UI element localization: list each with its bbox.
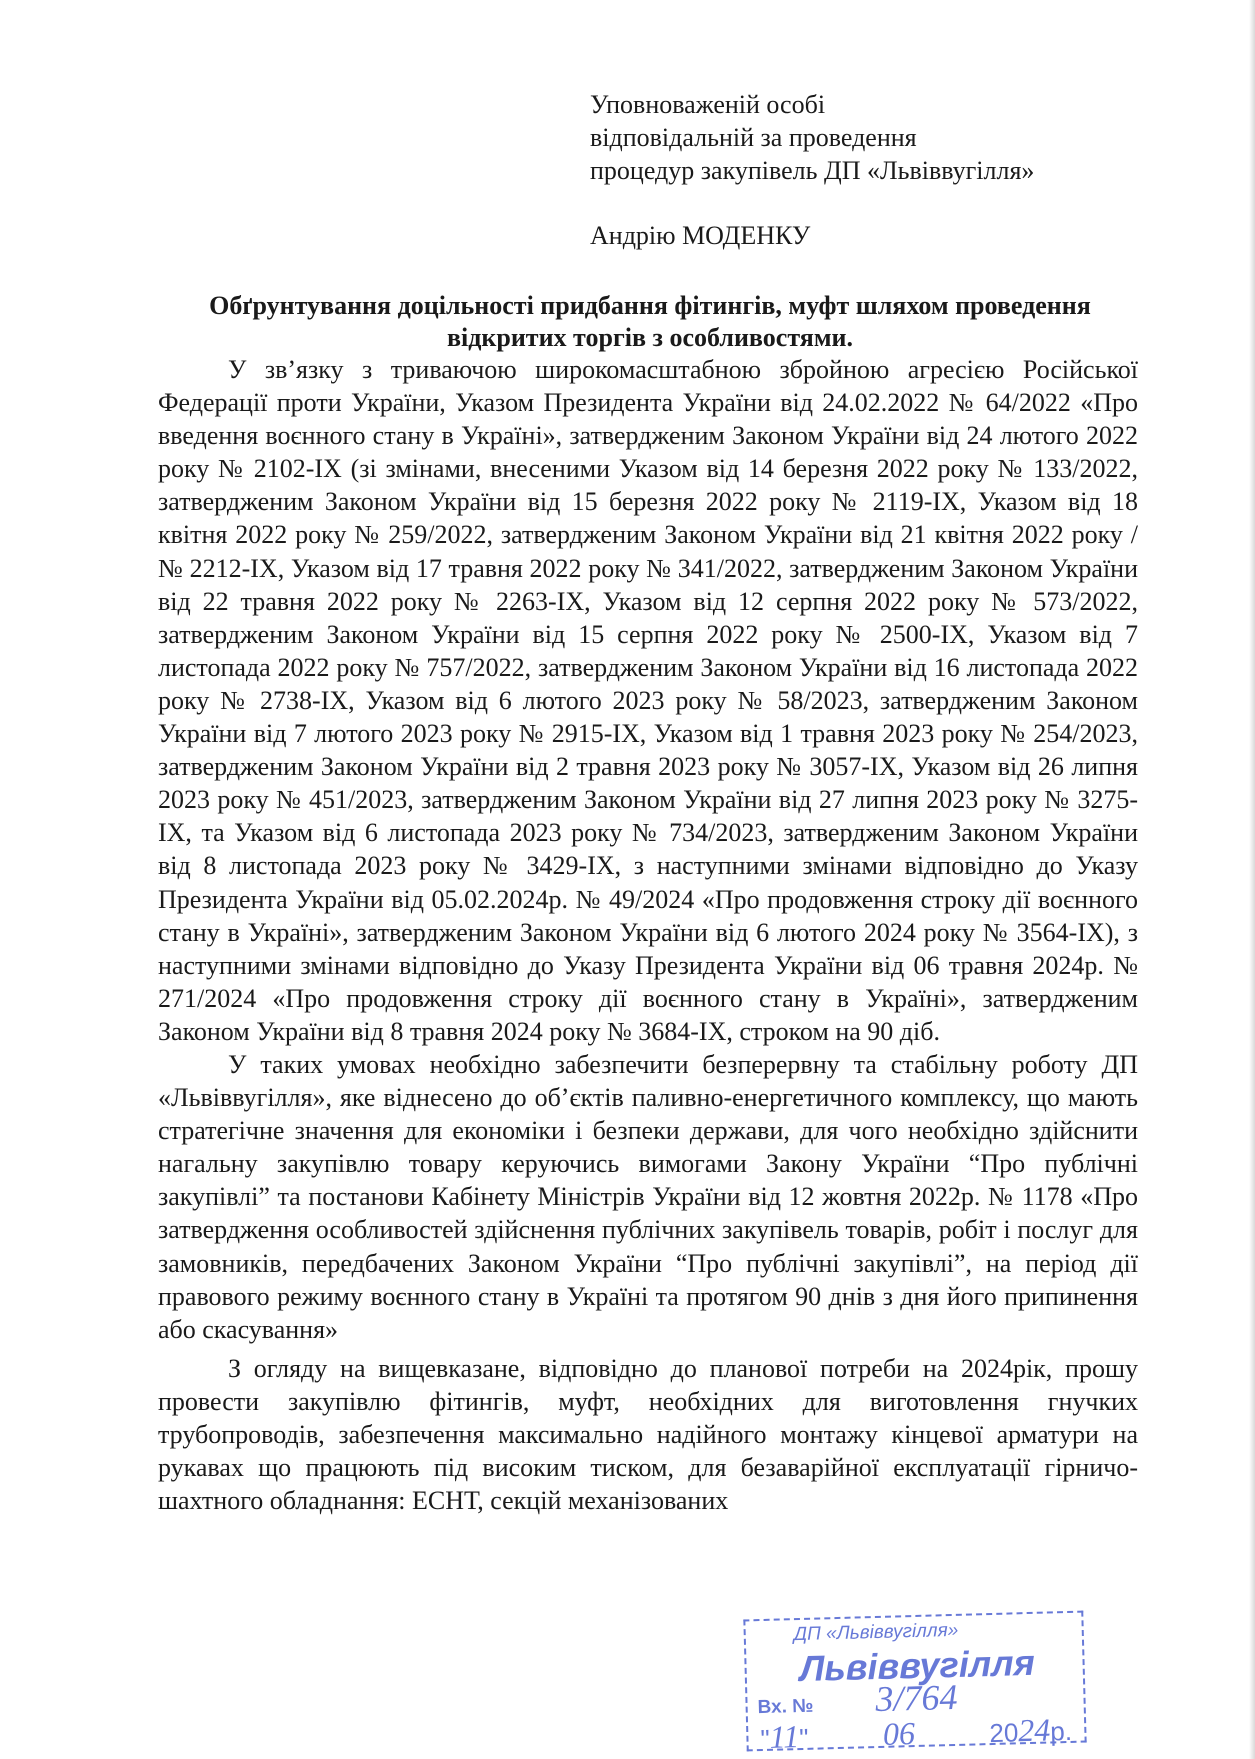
stamp-org-line: ДП «Львіввугілля» [793, 1619, 959, 1646]
body-paragraph: У зв’язку з триваючою широкомасштабною збройною агресією Російської Федерації проти України, Указом Президента України від 24.02.2022 № 64/2022 «Про введення воєнного стану в Україні», затвердженим Законом України від 24 лютого 2022 року № 2102-IX (зі змінами, внесеними Указом від 14 березня 2022 року № 133/2022, затвердженим Законом України від 15 березня 2022 року № 2119-IX, Указом від 18 квітня 2022 року № 259/2022, затвердженим Законом України від 21 квітня 2022 року /№ 2212-IX, Указом від 17 травня 2022 року № 341/2022, затвердженим Законом України від 22 травня 2022 року № 2263-IX, Указом від 12 серпня 2022 року № 573/2022, затвердженим Законом України від 15 серпня 2022 року № 2500-IX, Указом від 7 листопада 2022 року № 757/2022, затвердженим Законом України від 16 листопада 2022 року № 2738-IX, Указом від 6 лютого 2023 року № 58/2023, затвердженим Законом України від 7 лютого 2023 року № 2915-IX, Указом від 1 травня 2023 року № 254/2023, затвердженим Законом України від 2 травня 2023 року № 3057-IX, Указом від 26 липня 2023 року № 451/2023, затвердженим Законом України від 27 липня 2023 року № 3275-IX, та Указом від 6 листопада 2023 року № 734/2023, затвердженим Законом України від 8 листопада 2023 року № 3429-IX, з наступними змінами відповідно до Указу Президента України від 05.02.2024р. № 49/2024 «Про продовження строку дії воєнного стану в Україні», затвердженим Законом України від 6 лютого 2024 року № 3564-IX), з наступними змінами відповідно до Указу Президента України від 06 травня 2024р. № 271/2024 «Про продовження строку дії воєнного стану в Україні», затвердженим Законом України від 8 травня 2024 року № 3684-IX, строком на 90 діб. [158, 355, 1138, 1046]
body-paragraph: У таких умовах необхідно забезпечити безперервну та стабільну роботу ДП «Львіввугілля», яке віднесено до об’єктів паливно-енергетичного комплексу, що мають стратегічне значення для економіки і безпеки держави, для чого необхідно здійснити нагальну закупівлю товару керуючись вимогами Закону України “Про публічні закупівлі” та постанови Кабінету Міністрів України від 12 жовтня 2022р. № 1178 «Про затвердження особливостей здійснення публічних закупівель товарів, робіт і послуг для замовників, передбачених Законом України “Про публічні закупівлі”, на період дії правового режиму воєнного стану в Україні та протягом 90 днів з дня його припинення або скасування» [158, 1049, 1138, 1344]
addressee-line: процедур закупівель ДП «Львіввугілля» [590, 156, 1035, 185]
stamp-org-name: Львіввугілля [799, 1641, 1036, 1690]
addressee-block [590, 88, 1034, 187]
addressee-name: Андрію МОДЕНКУ [590, 221, 811, 250]
stamp-date-year: 24 [1017, 1711, 1051, 1749]
stamp-incoming-label: Вх. № [757, 1695, 814, 1719]
page-edge-shadow [1249, 0, 1255, 1759]
body-paragraph: З огляду на вищевказане, відповідно до планової потреби на 2024рік, прошу провести закупівлю фітингів, муфт, необхідних для виготовлення гнучких трубопроводів, забезпечення максимально надійного монтажу кінцевої арматури на рукавах що працюють під високим тиском, для безаварійної експлуатації гірничо-шахтного обладнання: ЕСНТ, секцій механізованих [158, 1353, 1138, 1516]
addressee-line: відповідальній за проведення [590, 123, 917, 152]
stamp-date-year-prefix: 20 [989, 1717, 1019, 1749]
stamp-date-day: 11 [769, 1718, 800, 1755]
stamp-date-month: 06 [882, 1715, 916, 1752]
registration-stamp [743, 1611, 1086, 1755]
addressee-line: Уповноваженій особі [590, 90, 826, 119]
stamp-date-year-suffix: р. [1049, 1715, 1073, 1747]
stamp-incoming-number: 3/764 [874, 1676, 958, 1720]
document-body [158, 353, 1138, 1517]
document-title: Обґрунтування доцільності придбання фітингів, муфт шляхом проведення відкритих торгів з особливостями. [209, 291, 1091, 352]
stamp-date: "11" 06 2024р. [760, 1711, 1073, 1755]
